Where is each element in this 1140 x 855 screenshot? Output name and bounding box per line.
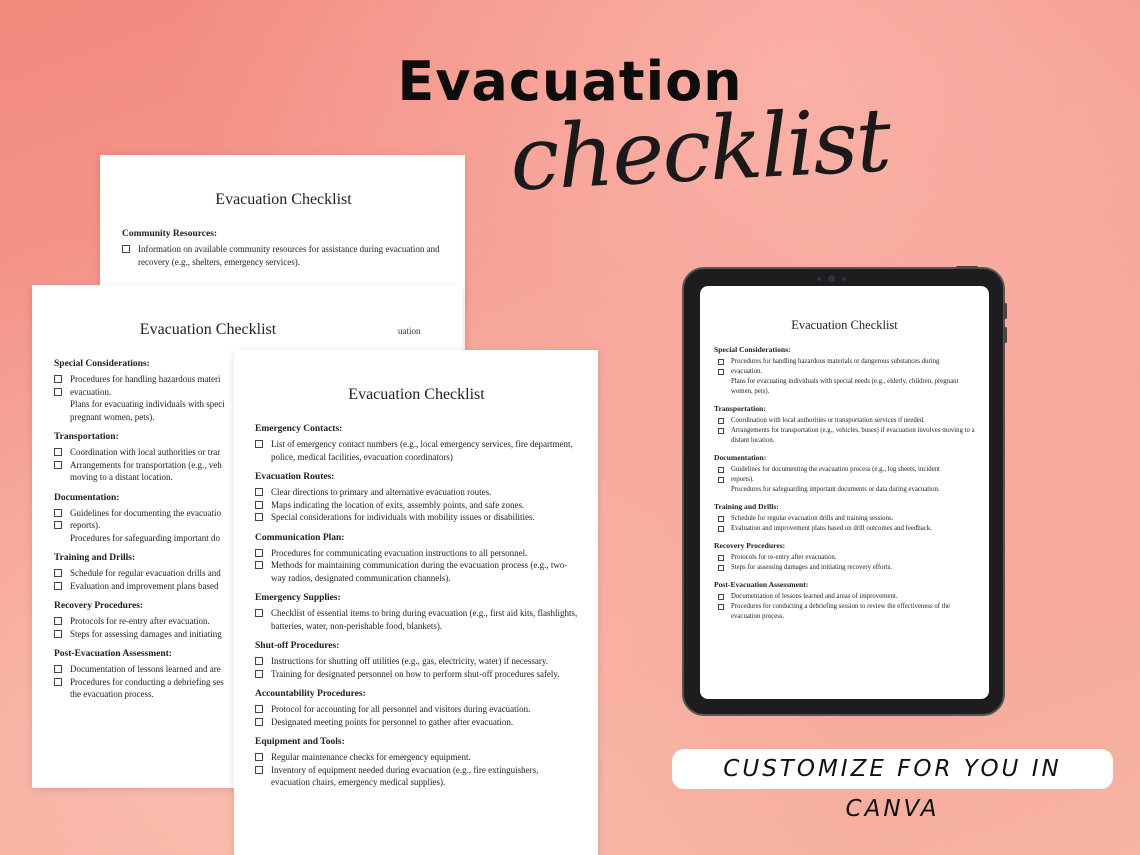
checkbox	[54, 665, 62, 673]
checklist-item-text: evacuation.	[731, 368, 763, 375]
checklist-item	[255, 764, 578, 789]
checkbox	[718, 467, 724, 473]
checklist-item-text: Plans for evacuating individuals with speci	[70, 399, 225, 409]
checklist-sections	[255, 424, 578, 789]
checklist-item-text: List of emergency contact numbers (e.g., local emergency services, fire department, police, medical facilities, evacuation coordinators)	[271, 439, 573, 462]
checklist-item-text: Procedures for conducting a debriefing ses	[70, 676, 224, 687]
tablet-screen	[700, 286, 989, 699]
checklist-item-text: Arrangements for transportation (e.g., vehicles, buses) if evacuation involves moving to a distant location.	[731, 427, 975, 444]
checkbox	[54, 630, 62, 638]
checklist-item-text: Procedures for handling hazardous materials or dangerous substances during	[731, 358, 940, 365]
section-heading: Equipment and Tools:	[255, 737, 345, 747]
checklist-item-text: Checklist of essential items to bring during evacuation (e.g., first aid kits, flashlights, batteries, water, non-perishable food, blankets).	[271, 608, 578, 631]
tablet-sensor	[842, 277, 846, 281]
checkbox	[54, 617, 62, 625]
page-title: Evacuation Checklist	[348, 386, 485, 403]
checkbox	[718, 428, 724, 434]
checklist-item	[714, 465, 975, 475]
checklist-item	[255, 703, 578, 716]
checkbox	[718, 369, 724, 375]
checklist-item	[714, 485, 975, 495]
checklist-item	[255, 751, 578, 764]
checklist-item-text: Guidelines for documenting the evacuatio	[70, 507, 221, 518]
checkbox	[718, 418, 724, 424]
checklist-item-text: reports).	[70, 520, 101, 530]
checklist-item-text: Procedures for safeguarding important documents or data during evacuation.	[731, 486, 940, 493]
checklist-item	[255, 499, 578, 512]
checklist-page-front	[234, 350, 598, 855]
checklist-item-text: Procedures for conducting a debriefing session to review the effectiveness of the evacuation process.	[731, 603, 951, 620]
checklist-item	[714, 416, 975, 426]
checklist-item-text: Evaluation and improvement plans based on drill outcomes and feedback.	[731, 525, 932, 532]
checklist-item	[714, 367, 975, 377]
checkbox	[54, 509, 62, 517]
checklist-item	[255, 668, 578, 681]
checklist-item	[714, 514, 975, 524]
camera-icon	[828, 275, 835, 282]
checklist-item-text: Maps indicating the location of exits, assembly points, and safe zones.	[271, 499, 525, 510]
checklist-sections	[122, 229, 445, 268]
checklist-item	[714, 602, 975, 622]
customize-in-canva-banner: CUSTOMIZE FOR YOU IN CANVA	[672, 749, 1113, 789]
checklist-item	[255, 716, 578, 729]
checklist-item-text: Schedule for regular evacuation drills and	[70, 568, 221, 578]
checklist-item-text: Guidelines for documenting the evacuation process (e.g., log sheets, incident	[731, 466, 940, 473]
section-heading: Transportation:	[54, 432, 119, 442]
checklist-item-text: Schedule for regular evacuation drills and training sessions.	[731, 515, 894, 522]
section-heading: Special Considerations:	[54, 359, 150, 369]
checkbox	[255, 501, 263, 509]
checkbox	[255, 549, 263, 557]
section-heading: Recovery Procedures:	[54, 601, 144, 611]
checkbox	[718, 555, 724, 561]
section-heading: Documentation:	[714, 453, 767, 462]
tablet-mockup	[682, 267, 1005, 716]
checklist-item	[122, 243, 445, 268]
checklist-item-text: Methods for maintaining communication during the evacuation process (e.g., two-way radios, designated communication channels).	[271, 560, 568, 583]
checklist-item-text: Coordination with local authorities or transportation services if needed.	[731, 417, 925, 424]
checklist-item	[714, 524, 975, 534]
checklist-item	[255, 438, 578, 463]
page-back-text-fragment: uation	[398, 326, 421, 336]
checklist-item	[255, 655, 578, 668]
checklist-sections	[714, 345, 975, 622]
checklist-item	[255, 547, 578, 560]
checklist-item-text: moving to a distant location.	[70, 472, 173, 482]
checklist-item	[714, 357, 975, 367]
section-heading: Training and Drills:	[54, 553, 136, 563]
section-heading: Training and Drills:	[714, 502, 779, 511]
checklist-item-text: Training for designated personnel on how to perform shut-off procedures safely.	[271, 668, 560, 679]
section-heading: Emergency Contacts:	[255, 424, 343, 434]
checkbox	[54, 569, 62, 577]
section-heading: Transportation:	[714, 404, 766, 413]
checklist-item-text: Documentation of lessons learned and are	[70, 664, 221, 674]
checkbox	[718, 359, 724, 365]
checkbox	[54, 461, 62, 469]
checklist-item-text: Designated meeting points for personnel to gather after evacuation.	[271, 716, 514, 727]
checklist-item	[714, 377, 975, 397]
tablet-power-button	[956, 266, 978, 269]
section-heading: Special Considerations:	[714, 345, 791, 354]
checkbox	[255, 753, 263, 761]
checkbox	[122, 245, 130, 253]
checklist-item-text: the evacuation process.	[70, 689, 154, 699]
checklist-item-text: Documentation of lessons learned and areas of improvement.	[731, 593, 898, 600]
checkbox	[54, 582, 62, 590]
checkbox	[255, 609, 263, 617]
checkbox	[54, 521, 62, 529]
checkbox	[255, 670, 263, 678]
checklist-item-text: Protocols for re-entry after evacuation.	[70, 616, 210, 626]
checklist-item-text: Protocol for accounting for all personnel and visitors during evacuation.	[271, 704, 531, 714]
checkbox	[255, 513, 263, 521]
checklist-item-text: Arrangements for transportation (e.g., veh	[70, 459, 222, 470]
checkbox	[54, 448, 62, 456]
checkbox	[255, 718, 263, 726]
checklist-item-text: Procedures for communicating evacuation instructions to all personnel.	[271, 547, 528, 558]
tablet-volume-up-button	[1004, 303, 1007, 319]
page-title: Evacuation Checklist	[139, 321, 277, 338]
checklist-item-text: Protocols for re-entry after evacuation.	[731, 554, 837, 561]
checklist-item	[714, 592, 975, 602]
checklist-item-text: Steps for assessing damages and initiating recovery efforts.	[731, 564, 893, 571]
checklist-item-text: Information on available community resources for assistance during evacuation and recovery (e.g., shelters, emergency services).	[138, 244, 440, 267]
section-heading: Emergency Supplies:	[255, 593, 341, 603]
checklist-item-text: Regular maintenance checks for emergency equipment.	[271, 752, 471, 762]
section-heading: Evacuation Routes:	[255, 472, 335, 482]
checklist-item	[714, 426, 975, 446]
section-heading: Accountability Procedures:	[255, 689, 366, 699]
checklist-item-text: Procedures for safeguarding important do	[70, 532, 220, 543]
checklist-item-text: evacuation.	[70, 386, 112, 397]
checkbox	[54, 678, 62, 686]
hero-script-title: checklist	[507, 88, 892, 211]
checkbox	[255, 657, 263, 665]
checklist-item-text: pregnant women, pets).	[70, 411, 155, 422]
checklist-item	[255, 559, 578, 584]
checklist-item-text: Instructions for shutting off utilities (e.g., gas, electricity, water) if necessary.	[271, 656, 549, 666]
checkbox	[718, 604, 724, 610]
section-heading: Shut-off Procedures:	[255, 641, 340, 651]
checklist-item	[714, 553, 975, 563]
section-heading: Recovery Procedures:	[714, 541, 786, 550]
checklist-item-text: Special considerations for individuals with mobility issues or disabilities.	[271, 512, 535, 522]
checklist-item	[255, 511, 578, 524]
checkbox	[718, 565, 724, 571]
checklist-item-text: Procedures for handling hazardous materi	[70, 374, 221, 384]
checklist-item	[714, 475, 975, 485]
checklist-item-text: Clear directions to primary and alternative evacuation routes.	[271, 487, 492, 497]
checkbox	[255, 705, 263, 713]
section-heading: Community Resources:	[122, 229, 218, 239]
checklist-item-text: Steps for assessing damages and initiating	[70, 628, 222, 639]
checklist-item	[255, 486, 578, 499]
checklist-item-text: reports).	[731, 476, 754, 483]
checklist-item	[714, 563, 975, 573]
hero-title: Evacuation	[397, 50, 743, 113]
section-heading: Communication Plan:	[255, 532, 345, 543]
checkbox	[54, 375, 62, 383]
checkbox	[718, 516, 724, 522]
checkbox	[718, 594, 724, 600]
checklist-item-text: Coordination with local authorities or trar	[70, 447, 221, 457]
section-heading: Documentation:	[54, 492, 120, 503]
checklist-item-text: Inventory of equipment needed during evacuation (e.g., fire extinguishers, evacuation chairs, emergency medical supplies).	[271, 764, 539, 787]
checklist-item-text: Evaluation and improvement plans based	[70, 580, 219, 591]
checkbox	[255, 440, 263, 448]
checkbox	[255, 488, 263, 496]
tablet-sensor	[817, 277, 821, 281]
page-title: Evacuation Checklist	[215, 191, 352, 208]
checkbox	[718, 477, 724, 483]
checkbox	[718, 526, 724, 532]
checklist-item	[255, 607, 578, 632]
checklist-item-text: Plans for evacuating individuals with special needs (e.g., elderly, children, pregnant women, pets).	[731, 378, 959, 395]
tablet-volume-down-button	[1004, 327, 1007, 343]
checkbox	[255, 766, 263, 774]
section-heading: Post-Evacuation Assessment:	[714, 580, 809, 589]
checkbox	[54, 388, 62, 396]
page-title: Evacuation Checklist	[791, 318, 898, 332]
section-heading: Post-Evacuation Assessment:	[54, 649, 172, 659]
checkbox	[255, 561, 263, 569]
